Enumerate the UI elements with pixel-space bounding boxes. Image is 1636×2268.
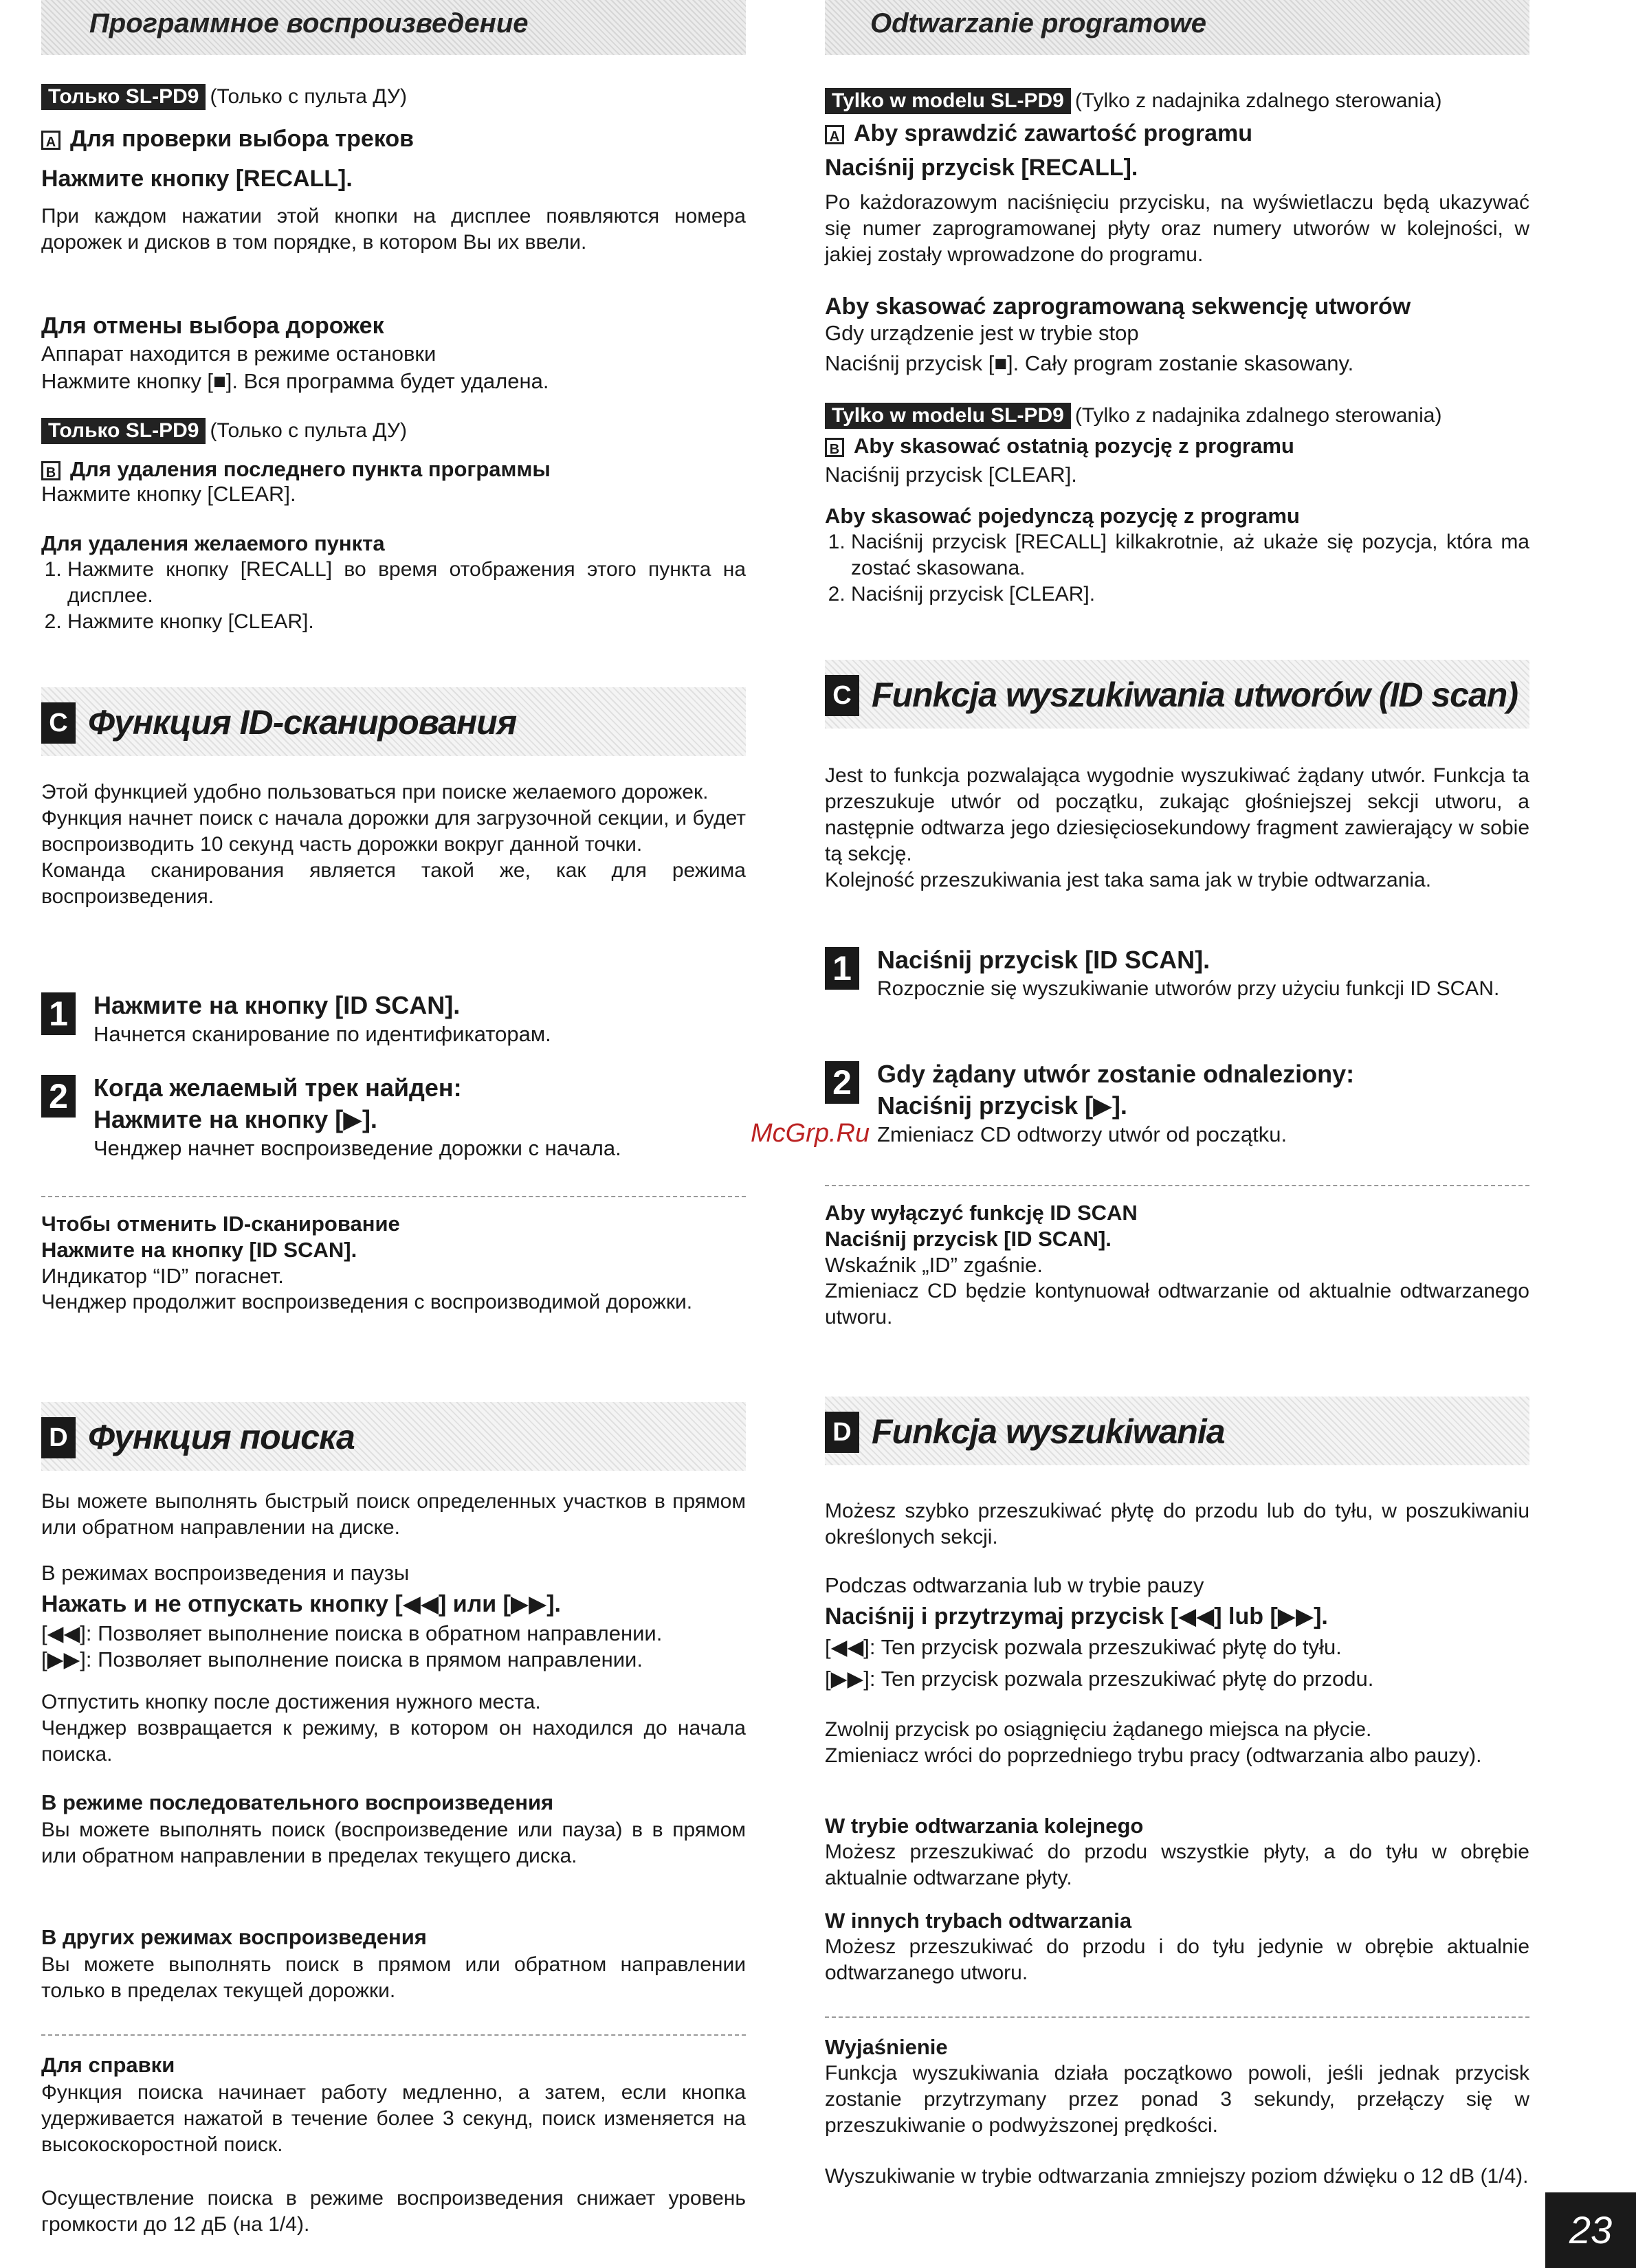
other-text: Вы можете выполнять поиск в прямом или обратном направлении только в пределах текущей дорожки. [41, 1953, 746, 2002]
section-a-title: A Aby sprawdzić zawartość programu [825, 118, 1529, 148]
section-c-text: Этой функцией удобно пользоваться при поиске желаемого дорожек. Функция начнет поиск с начала дорожки для загрузочной секции, и будет воспроизводить 10 секунд часть дорожки вокруг данной точки. Команда сканирования является такой же, как для режима воспроизведения. [41, 781, 746, 908]
model-note: Только SL-PD9 (Только с пульта ДУ) [41, 84, 746, 110]
forward-note: [▶▶]: Позволяет выполнение поиска в прямом направлении. [41, 1647, 643, 1671]
rewind-note: [◀◀]: Ten przycisk pozwala przeszukiwać płytę do tyłu. [825, 1635, 1342, 1659]
step-2: 2 Когда желаемый трек найден: Нажмите на кнопку [▶]. Ченджер начнет воспроизведение дорожки с начала. [41, 1072, 746, 1161]
step-number: 2 [825, 1061, 859, 1104]
forward-note: [▶▶]: Ten przycisk pozwala przeszukiwać płytę do przodu. [825, 1667, 1374, 1691]
step-1: 1 Нажмите на кнопку [ID SCAN]. Начнется сканирование по идентификаторам. [41, 990, 746, 1047]
rewind-note: [◀◀]: Позволяет выполнение поиска в обратном направлении. [41, 1621, 663, 1645]
section-a-command: Нажмите кнопку [RECALL]. [41, 166, 353, 192]
model-note: Только SL-PD9 (Только с пульта ДУ) [41, 418, 746, 444]
reference-text-2: Wyszukiwanie w trybie odtwarzania zmniejszy poziom dźwięku o 12 dB (1/4). [825, 2165, 1529, 2188]
section-b-title: B Aby skasować ostatnią pozycję z programu [825, 433, 1529, 459]
step-number: 1 [41, 992, 76, 1035]
model-note: Tylko w modelu SL-PD9 (Tylko z nadajnika zdalnego sterowania) [825, 403, 1529, 429]
page-header: Программное воспроизведение [89, 8, 529, 38]
divider [825, 1185, 1529, 1186]
section-b-title: B Для удаления последнего пункта программы [41, 456, 746, 482]
release-note: Отпустить кнопку после достижения нужного места. Ченджер возвращается к режиму, в котором он находился до начала поиска. [41, 1691, 746, 1766]
reference-title: Wyjaśnienie [825, 2035, 948, 2059]
delete-steps: 1. Нажмите кнопку [RECALL] во время отображения этого пункта на дисплее. 2. Нажмите кнопку [CLEAR]. [41, 557, 746, 635]
search-command: Naciśnij i przytrzymaj przycisk [◀◀] lub [▶▶]. [825, 1603, 1328, 1630]
section-d-text: Możesz szybko przeszukiwać płytę do przodu lub do tyłu, w poszukiwaniu określonych sekcji. [825, 1500, 1529, 1548]
cancel-title: Для отмены выбора дорожек [41, 313, 384, 339]
delete-steps: 1. Naciśnij przycisk [RECALL] kilkakrotnie, aż ukaże się pozycja, która ma zostać skasowana. 2. Naciśnij przycisk [CLEAR]. [825, 529, 1529, 608]
divider [41, 2034, 746, 2036]
id-cancel-note: Чтобы отменить ID-сканирование Нажмите на кнопку [ID SCAN]. Индикатор “ID” погаснет. Ченджер продолжит воспроизведения с воспроизводимой дорожки. [41, 1212, 693, 1313]
divider [41, 1196, 746, 1197]
delete-title: Aby skasować pojedynczą pozycję z programu [825, 504, 1300, 528]
search-command: Нажать и не отпускать кнопку [◀◀] или [▶▶]. [41, 1591, 561, 1617]
header-bar [825, 0, 1529, 55]
section-d-text: Вы можете выполнять быстрый поиск определенных участков в прямом или обратном направлении на диске. [41, 1490, 746, 1539]
model-badge: Tylko w modelu SL-PD9 [825, 88, 1071, 114]
other-title: W innych trybach odtwarzania [825, 1909, 1132, 1933]
step-1: 1 Naciśnij przycisk [ID SCAN]. Rozpocznie się wyszukiwanie utworów przy użyciu funkcji ID SCAN. [825, 944, 1529, 1002]
delete-title: Для удаления желаемого пункта [41, 531, 385, 555]
reference-text: Funkcja wyszukiwania działa początkowo powoli, jeśli jednak przycisk zostanie przytrzymany przez ponad 3 sekundy, przełączy się w przeszukiwanie o podwyższonej prędkości. [825, 2062, 1529, 2137]
divider [825, 2016, 1529, 2018]
step-2: 2 Gdy żądany utwór zostanie odnaleziony: Naciśnij przycisk [▶]. Zmieniacz CD odtworzy utwór od początku. [825, 1058, 1529, 1148]
model-badge: Только SL-PD9 [41, 84, 206, 110]
other-text: Możesz przeszukiwać do przodu i do tyłu jedynie w obrębie aktualnie odtwarzanego utworu. [825, 1935, 1529, 1984]
cancel-title: Aby skasować zaprogramowaną sekwencję utworów [825, 293, 1411, 320]
model-badge: Только SL-PD9 [41, 418, 206, 444]
reference-text-2: Осуществление поиска в режиме воспроизведения снижает уровень громкости до 12 дБ (на 1/4). [41, 2187, 746, 2236]
seq-text: Вы можете выполнять поиск (воспроизведение или пауза) в в прямом или обратном направлении в пределах текущего диска. [41, 1819, 746, 1867]
step-number: 2 [41, 1075, 76, 1118]
search-mode: В режимах воспроизведения и паузы [41, 1561, 410, 1585]
model-badge: Tylko w modelu SL-PD9 [825, 403, 1071, 429]
cancel-line: Нажмите кнопку [■]. Вся программа будет удалена. [41, 369, 549, 393]
page-number: 23 [1545, 2192, 1636, 2268]
section-c-text: Jest to funkcja pozwalająca wygodnie wyszukiwać żądany utwór. Funkcja ta przeszukuje utwór od początku, zukając głośniejszej sekcji utworu, a następnie odtwarza jego dziesięciosekundowy fragment zawierający w sobie tą sekcję. Kolejność przeszukiwania jest taka sama jak w trybie odtwarzania. [825, 764, 1529, 891]
section-b-command: Naciśnij przycisk [CLEAR]. [825, 463, 1077, 487]
watermark: McGrp.Ru [751, 1119, 870, 1148]
seq-title: В режиме последовательного воспроизведения [41, 1790, 554, 1814]
search-mode: Podczas odtwarzania lub w trybie pauzy [825, 1573, 1204, 1597]
header-bar [41, 0, 746, 55]
seq-text: Możesz przeszukiwać do przodu wszystkie płyty, a do tyłu w obrębie aktualnie odtwarzane płyty. [825, 1841, 1529, 1889]
section-a-text: При каждом нажатии этой кнопки на дисплее появляются номера дорожек и дисков в том порядке, в котором Вы их ввели. [41, 205, 746, 254]
page-header: Odtwarzanie programowe [870, 8, 1206, 38]
seq-title: W trybie odtwarzania kolejnego [825, 1814, 1144, 1838]
release-note: Zwolnij przycisk po osiągnięciu żądanego miejsca na płycie. Zmieniacz wróci do poprzedniego trybu pracy (odtwarzania albo pauzy). [825, 1718, 1482, 1767]
reference-title: Для справки [41, 2053, 175, 2077]
section-b-command: Нажмите кнопку [CLEAR]. [41, 482, 296, 506]
cancel-line: Аппарат находится в режиме остановки [41, 342, 436, 366]
reference-text: Функция поиска начинает работу медленно, а затем, если кнопка удерживается нажатой в течение более 3 секунд, поиск изменяется на высокоскоростной поиск. [41, 2081, 746, 2156]
section-a-command: Naciśnij przycisk [RECALL]. [825, 155, 1138, 181]
cancel-line: Naciśnij przycisk [■]. Cały program zostanie skasowany. [825, 351, 1354, 375]
section-a-title: A Для проверки выбора треков [41, 124, 746, 154]
id-cancel-note: Aby wyłączyć funkcję ID SCAN Naciśnij przycisk [ID SCAN]. Wskaźnik „ID” zgaśnie. Zmieniacz CD będzie kontynuował odtwarzanie od aktualnie odtwarzanego utworu. [825, 1201, 1529, 1328]
step-number: 1 [825, 947, 859, 990]
section-a-text: Po każdorazowym naciśnięciu przycisku, na wyświetlaczu będą ukazywać się numer zaprogramowanej płyty oraz numery utworów w kolejności, w jakiej zostały wprowadzone do programu. [825, 191, 1529, 266]
other-title: В других режимах воспроизведения [41, 1925, 427, 1949]
model-note: Tylko w modelu SL-PD9 (Tylko z nadajnika zdalnego sterowania) [825, 88, 1529, 114]
cancel-line: Gdy urządzenie jest w trybie stop [825, 321, 1139, 345]
